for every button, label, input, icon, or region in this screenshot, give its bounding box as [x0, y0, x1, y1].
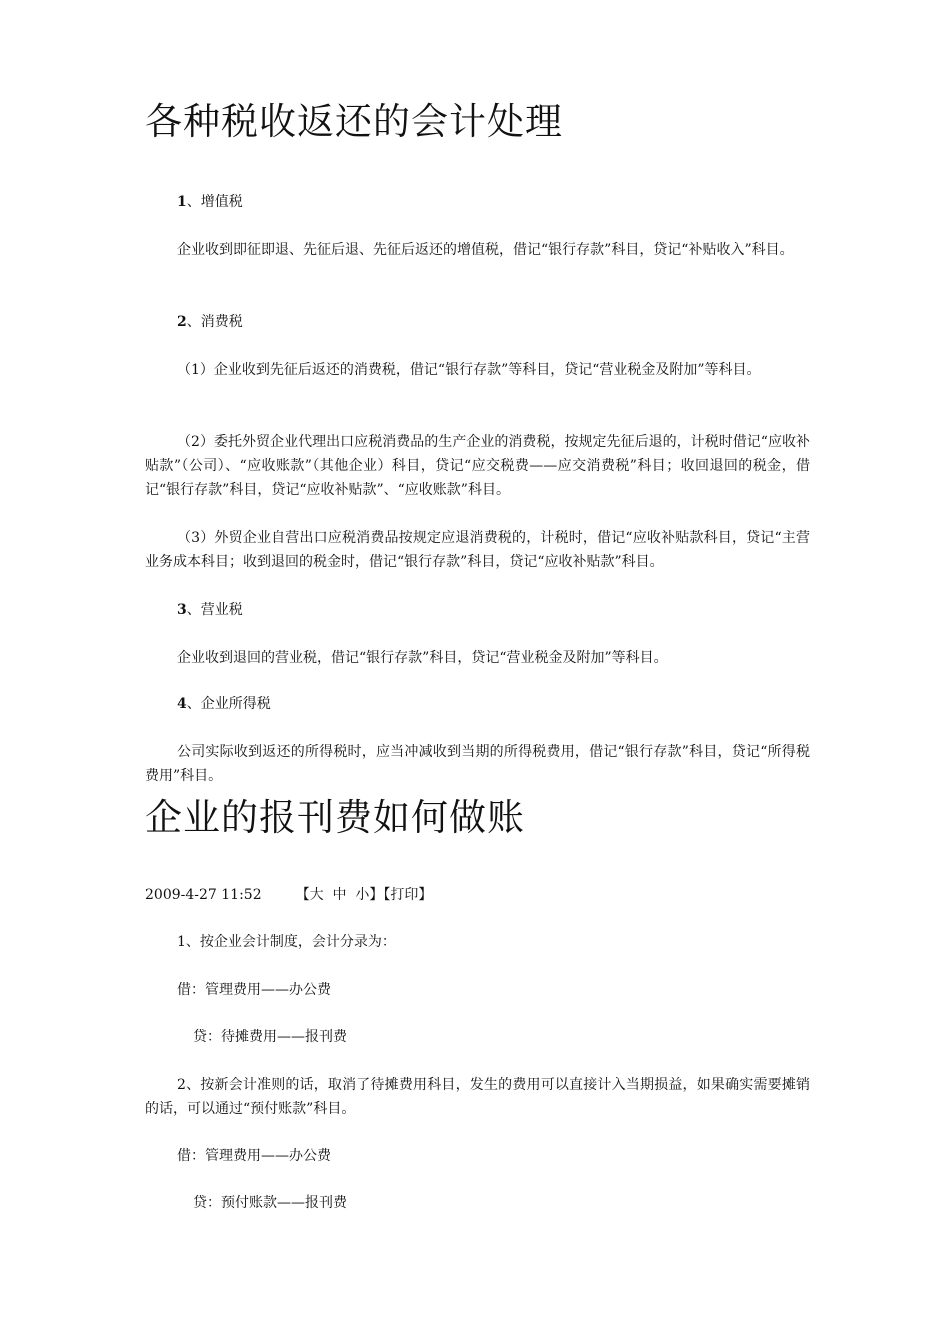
section-number: 3	[177, 602, 187, 618]
publish-date: 2009-4-27 11:52	[145, 887, 262, 903]
paragraph-consumption-3: （3）外贸企业自营出口应税消费品按规定应退消费税的，计税时，借记“应收补贴款科目，贷记“主营业务成本科目；收到退回的税金时，借记“银行存款”科目，贷记“应收补贴款”科目。	[145, 530, 810, 570]
journal-entry-credit-1: 贷：待摊费用——报刊费	[193, 1029, 347, 1045]
paragraph-vat: 企业收到即征即退、先征后退、先征后返还的增值税，借记“银行存款”科目，贷记“补贴收入”科目。	[177, 242, 794, 258]
paragraph-business-tax: 企业收到退回的营业税，借记“银行存款”科目，贷记“营业税金及附加”等科目。	[177, 650, 668, 666]
section-heading-consumption-tax	[177, 310, 243, 334]
bracket-open: 【	[295, 887, 310, 903]
bracket-separator: 】【	[369, 887, 391, 903]
font-size-large-link[interactable]: 大	[309, 887, 324, 903]
paragraph-consumption-2: （2）委托外贸企业代理出口应税消费品的生产企业的消费税，按规定先征后退的，计税时借记“应收补贴款”（公司）、“应收账款”（其他企业）科目，贷记“应交税费——应交消费税”科目；收回退回的税金，借记“银行存款”科目，贷记“应收补贴款”、“应收账款”科目。	[145, 434, 810, 498]
section-number: 2	[177, 314, 187, 330]
article-title-newspaper-fee: 企业的报刊费如何做账	[145, 796, 525, 839]
section-heading-business-tax	[177, 598, 243, 622]
article-meta	[145, 883, 432, 907]
section-heading-vat	[177, 190, 243, 214]
font-size-tools	[296, 887, 433, 903]
section-heading-income-tax	[177, 692, 271, 716]
font-size-medium-link[interactable]: 中	[332, 887, 347, 903]
article-title-tax-refund: 各种税收返还的会计处理	[145, 100, 563, 143]
section-number: 4	[177, 696, 187, 712]
font-size-small-link[interactable]: 小	[355, 887, 370, 903]
paragraph-accounting-system: 1、按企业会计制度，会计分录为：	[177, 934, 396, 950]
section-label: 、营业税	[186, 602, 243, 618]
section-label: 、企业所得税	[186, 696, 271, 712]
journal-entry-credit-2: 贷：预付账款——报刊费	[193, 1195, 347, 1211]
paragraph-new-standards: 2、按新会计准则的话，取消了待摊费用科目，发生的费用可以直接计入当期损益，如果确实需要摊销的话，可以通过“预付账款”科目。	[145, 1077, 810, 1117]
section-number: 1	[177, 194, 187, 210]
print-link[interactable]: 打印	[390, 887, 419, 903]
paragraph-income-tax: 公司实际收到返还的所得税时，应当冲减收到当期的所得税费用，借记“银行存款”科目，贷记“所得税费用”科目。	[145, 744, 810, 784]
paragraph-consumption-1: （1）企业收到先征后返还的消费税，借记“银行存款”等科目，贷记“营业税金及附加”等科目。	[177, 362, 761, 378]
journal-entry-debit-2: 借：管理费用——办公费	[177, 1148, 331, 1164]
section-label: 、增值税	[186, 194, 243, 210]
journal-entry-debit-1: 借：管理费用——办公费	[177, 982, 331, 998]
bracket-close: 】	[418, 887, 433, 903]
section-label: 、消费税	[186, 314, 243, 330]
